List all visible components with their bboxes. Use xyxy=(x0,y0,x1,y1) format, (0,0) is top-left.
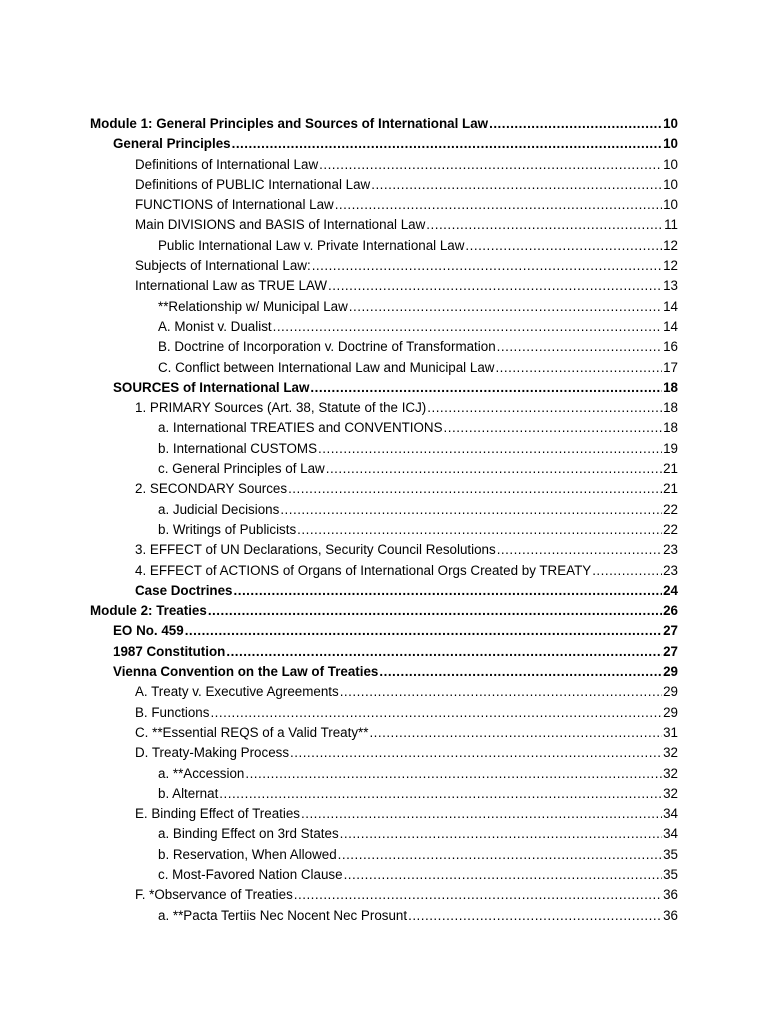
toc-entry-page-number: 13 xyxy=(663,278,678,294)
toc-entry[interactable] xyxy=(90,358,678,378)
toc-dot-leader xyxy=(294,885,662,905)
toc-dot-leader xyxy=(273,317,662,337)
toc-dot-leader xyxy=(369,723,662,743)
toc-entry-title: EO No. 459 xyxy=(113,623,184,639)
toc-entry-title: SOURCES of International Law xyxy=(113,379,310,395)
toc-entry[interactable] xyxy=(90,601,678,621)
toc-entry-title: 3. EFFECT of UN Declarations, Security Council Resolutions xyxy=(135,542,496,558)
toc-entry-page-number: 27 xyxy=(663,623,678,639)
toc-entry[interactable] xyxy=(90,175,678,195)
toc-entry-title: 1. PRIMARY Sources (Art. 38, Statute of the ICJ) xyxy=(135,400,427,416)
toc-dot-leader xyxy=(310,378,662,398)
toc-entry[interactable] xyxy=(90,662,678,682)
toc-entry-title: Module 2: Treaties xyxy=(90,603,207,619)
toc-entry-title: a. **Pacta Tertiis Nec Nocent Nec Prosunt xyxy=(158,907,408,923)
toc-dot-leader xyxy=(297,520,662,540)
toc-entry-page-number: 23 xyxy=(663,542,678,558)
toc-entry[interactable] xyxy=(90,195,678,215)
toc-entry[interactable] xyxy=(90,845,678,865)
toc-dot-leader xyxy=(185,621,662,641)
toc-entry[interactable] xyxy=(90,561,678,581)
toc-dot-leader xyxy=(592,561,662,581)
toc-entry-title: B. Doctrine of Incorporation v. Doctrine of Transformation xyxy=(158,339,496,355)
table-of-contents xyxy=(90,114,678,926)
toc-entry-page-number: 10 xyxy=(663,197,678,213)
toc-dot-leader xyxy=(495,358,662,378)
toc-entry-page-number: 23 xyxy=(663,562,678,578)
toc-entry-page-number: 10 xyxy=(663,176,678,192)
toc-entry-page-number: 16 xyxy=(663,339,678,355)
toc-entry-title: E. Binding Effect of Treaties xyxy=(135,806,300,822)
toc-entry[interactable] xyxy=(90,398,678,418)
toc-entry-title: 4. EFFECT of ACTIONS of Organs of International Orgs Created by TREATY xyxy=(135,562,592,578)
toc-dot-leader xyxy=(497,540,662,560)
toc-entry[interactable] xyxy=(90,418,678,438)
toc-entry-page-number: 32 xyxy=(663,745,678,761)
toc-entry[interactable] xyxy=(90,439,678,459)
toc-entry-page-number: 32 xyxy=(663,765,678,781)
toc-entry[interactable] xyxy=(90,459,678,479)
toc-entry[interactable] xyxy=(90,621,678,641)
toc-entry-page-number: 14 xyxy=(663,318,678,334)
toc-dot-leader xyxy=(444,418,663,438)
toc-entry-title: Subjects of International Law: xyxy=(135,258,311,274)
toc-entry[interactable] xyxy=(90,906,678,926)
toc-entry-title: Module 1: General Principles and Sources of International Law xyxy=(90,116,489,131)
toc-dot-leader xyxy=(319,155,662,175)
toc-entry[interactable] xyxy=(90,337,678,357)
toc-dot-leader xyxy=(489,114,662,134)
toc-entry[interactable] xyxy=(90,500,678,520)
toc-entry-title: c. General Principles of Law xyxy=(158,461,325,477)
toc-entry[interactable] xyxy=(90,114,678,134)
toc-dot-leader xyxy=(312,256,662,276)
toc-entry[interactable] xyxy=(90,134,678,154)
toc-entry-title: a. **Accession xyxy=(158,765,245,781)
toc-entry-page-number: 21 xyxy=(663,461,678,477)
toc-entry[interactable] xyxy=(90,682,678,702)
toc-entry-page-number: 36 xyxy=(663,887,678,903)
toc-dot-leader xyxy=(280,500,662,520)
toc-entry-title: b. Alternat xyxy=(158,785,219,801)
toc-dot-leader xyxy=(232,134,663,154)
toc-entry-title: F. *Observance of Treaties xyxy=(135,887,293,903)
toc-entry-page-number: 12 xyxy=(663,237,678,253)
toc-dot-leader xyxy=(427,398,662,418)
toc-entry-title: a. Judicial Decisions xyxy=(158,501,280,517)
toc-entry-page-number: 29 xyxy=(663,684,678,700)
toc-entry[interactable] xyxy=(90,723,678,743)
toc-entry-title: **Relationship w/ Municipal Law xyxy=(158,298,348,314)
toc-entry-page-number: 22 xyxy=(663,521,678,537)
toc-entry[interactable] xyxy=(90,581,678,601)
toc-entry[interactable] xyxy=(90,236,678,256)
toc-entry-page-number: 21 xyxy=(663,481,678,497)
toc-entry[interactable] xyxy=(90,540,678,560)
toc-entry-title: Definitions of PUBLIC International Law xyxy=(135,176,371,192)
toc-entry[interactable] xyxy=(90,642,678,662)
toc-dot-leader xyxy=(219,784,662,804)
toc-entry-page-number: 34 xyxy=(663,826,678,842)
toc-entry-title: International Law as TRUE LAW xyxy=(135,278,328,294)
toc-entry-page-number: 10 xyxy=(663,136,678,152)
toc-entry-page-number: 32 xyxy=(663,785,678,801)
toc-entry[interactable] xyxy=(90,317,678,337)
toc-entry-title: Case Doctrines xyxy=(135,582,233,598)
toc-entry-page-number: 11 xyxy=(664,217,678,233)
toc-entry-page-number: 35 xyxy=(663,866,678,882)
toc-dot-leader xyxy=(379,662,662,682)
toc-entry-title: 2. SECONDARY Sources xyxy=(135,481,288,497)
toc-entry-page-number: 19 xyxy=(663,440,678,456)
toc-entry-page-number: 35 xyxy=(663,846,678,862)
toc-dot-leader xyxy=(210,703,662,723)
toc-dot-leader xyxy=(288,479,662,499)
toc-entry-title: a. Binding Effect on 3rd States xyxy=(158,826,339,842)
toc-dot-leader xyxy=(328,276,662,296)
toc-entry-title: A. Monist v. Dualist xyxy=(158,318,272,334)
toc-entry-page-number: 14 xyxy=(663,298,678,314)
toc-entry-title: FUNCTIONS of International Law xyxy=(135,197,334,213)
toc-entry-title: b. Reservation, When Allowed xyxy=(158,846,337,862)
toc-entry-title: C. Conflict between International Law and Municipal Law xyxy=(158,359,495,375)
toc-dot-leader xyxy=(318,439,662,459)
toc-dot-leader xyxy=(349,297,662,317)
toc-entry-title: Public International Law v. Private International Law xyxy=(158,237,465,253)
toc-entry-page-number: 12 xyxy=(663,258,678,274)
toc-entry-page-number: 31 xyxy=(663,724,678,740)
toc-entry-title: D. Treaty-Making Process xyxy=(135,745,290,761)
toc-entry-page-number: 29 xyxy=(663,704,678,720)
toc-dot-leader xyxy=(497,337,662,357)
toc-dot-leader xyxy=(290,743,662,763)
toc-dot-leader xyxy=(371,175,662,195)
toc-entry-title: B. Functions xyxy=(135,704,210,720)
toc-entry-page-number: 34 xyxy=(663,806,678,822)
toc-entry[interactable] xyxy=(90,297,678,317)
toc-entry[interactable] xyxy=(90,155,678,175)
toc-dot-leader xyxy=(335,195,662,215)
toc-entry-page-number: 18 xyxy=(663,420,678,436)
toc-entry-title: 1987 Constitution xyxy=(113,643,226,659)
toc-dot-leader xyxy=(234,581,663,601)
toc-entry[interactable] xyxy=(90,885,678,905)
toc-entry[interactable] xyxy=(90,703,678,723)
toc-dot-leader xyxy=(326,459,662,479)
toc-entry[interactable] xyxy=(90,784,678,804)
toc-entry-page-number: 18 xyxy=(663,400,678,416)
toc-entry[interactable] xyxy=(90,804,678,824)
toc-entry-title: General Principles xyxy=(113,136,231,152)
toc-entry-page-number: 36 xyxy=(663,907,678,923)
toc-entry-title: b. International CUSTOMS xyxy=(158,440,318,456)
toc-dot-leader xyxy=(208,601,662,621)
toc-dot-leader xyxy=(344,865,663,885)
toc-dot-leader xyxy=(338,845,662,865)
toc-entry-title: C. **Essential REQS of a Valid Treaty** xyxy=(135,724,369,740)
toc-entry-title: A. Treaty v. Executive Agreements xyxy=(135,684,339,700)
toc-entry-title: c. Most-Favored Nation Clause xyxy=(158,866,343,882)
toc-entry-page-number: 24 xyxy=(663,582,678,598)
toc-dot-leader xyxy=(340,682,662,702)
toc-dot-leader xyxy=(226,642,662,662)
toc-entry-page-number: 10 xyxy=(663,116,678,131)
toc-entry[interactable] xyxy=(90,824,678,844)
toc-entry[interactable] xyxy=(90,378,678,398)
toc-entry-page-number: 29 xyxy=(663,664,678,680)
toc-entry[interactable] xyxy=(90,215,678,235)
toc-entry-title: b. Writings of Publicists xyxy=(158,521,297,537)
toc-dot-leader xyxy=(301,804,662,824)
toc-entry[interactable] xyxy=(90,865,678,885)
toc-dot-leader xyxy=(408,906,662,926)
toc-dot-leader xyxy=(245,764,662,784)
toc-entry-title: Vienna Convention on the Law of Treaties xyxy=(113,664,379,680)
toc-dot-leader xyxy=(426,215,663,235)
toc-entry[interactable] xyxy=(90,764,678,784)
toc-entry-page-number: 10 xyxy=(663,156,678,172)
toc-entry-title: Definitions of International Law xyxy=(135,156,319,172)
toc-dot-leader xyxy=(465,236,662,256)
toc-entry-title: a. International TREATIES and CONVENTIONS xyxy=(158,420,443,436)
toc-entry-title: Main DIVISIONS and BASIS of International Law xyxy=(135,217,426,233)
toc-entry[interactable] xyxy=(90,256,678,276)
toc-entry[interactable] xyxy=(90,520,678,540)
toc-entry[interactable] xyxy=(90,479,678,499)
toc-entry[interactable] xyxy=(90,743,678,763)
toc-entry-page-number: 26 xyxy=(663,603,678,619)
toc-entry-page-number: 22 xyxy=(663,501,678,517)
toc-entry-page-number: 27 xyxy=(663,643,678,659)
toc-entry-page-number: 18 xyxy=(663,379,678,395)
toc-dot-leader xyxy=(340,824,662,844)
toc-entry-page-number: 17 xyxy=(663,359,678,375)
toc-entry[interactable] xyxy=(90,276,678,296)
